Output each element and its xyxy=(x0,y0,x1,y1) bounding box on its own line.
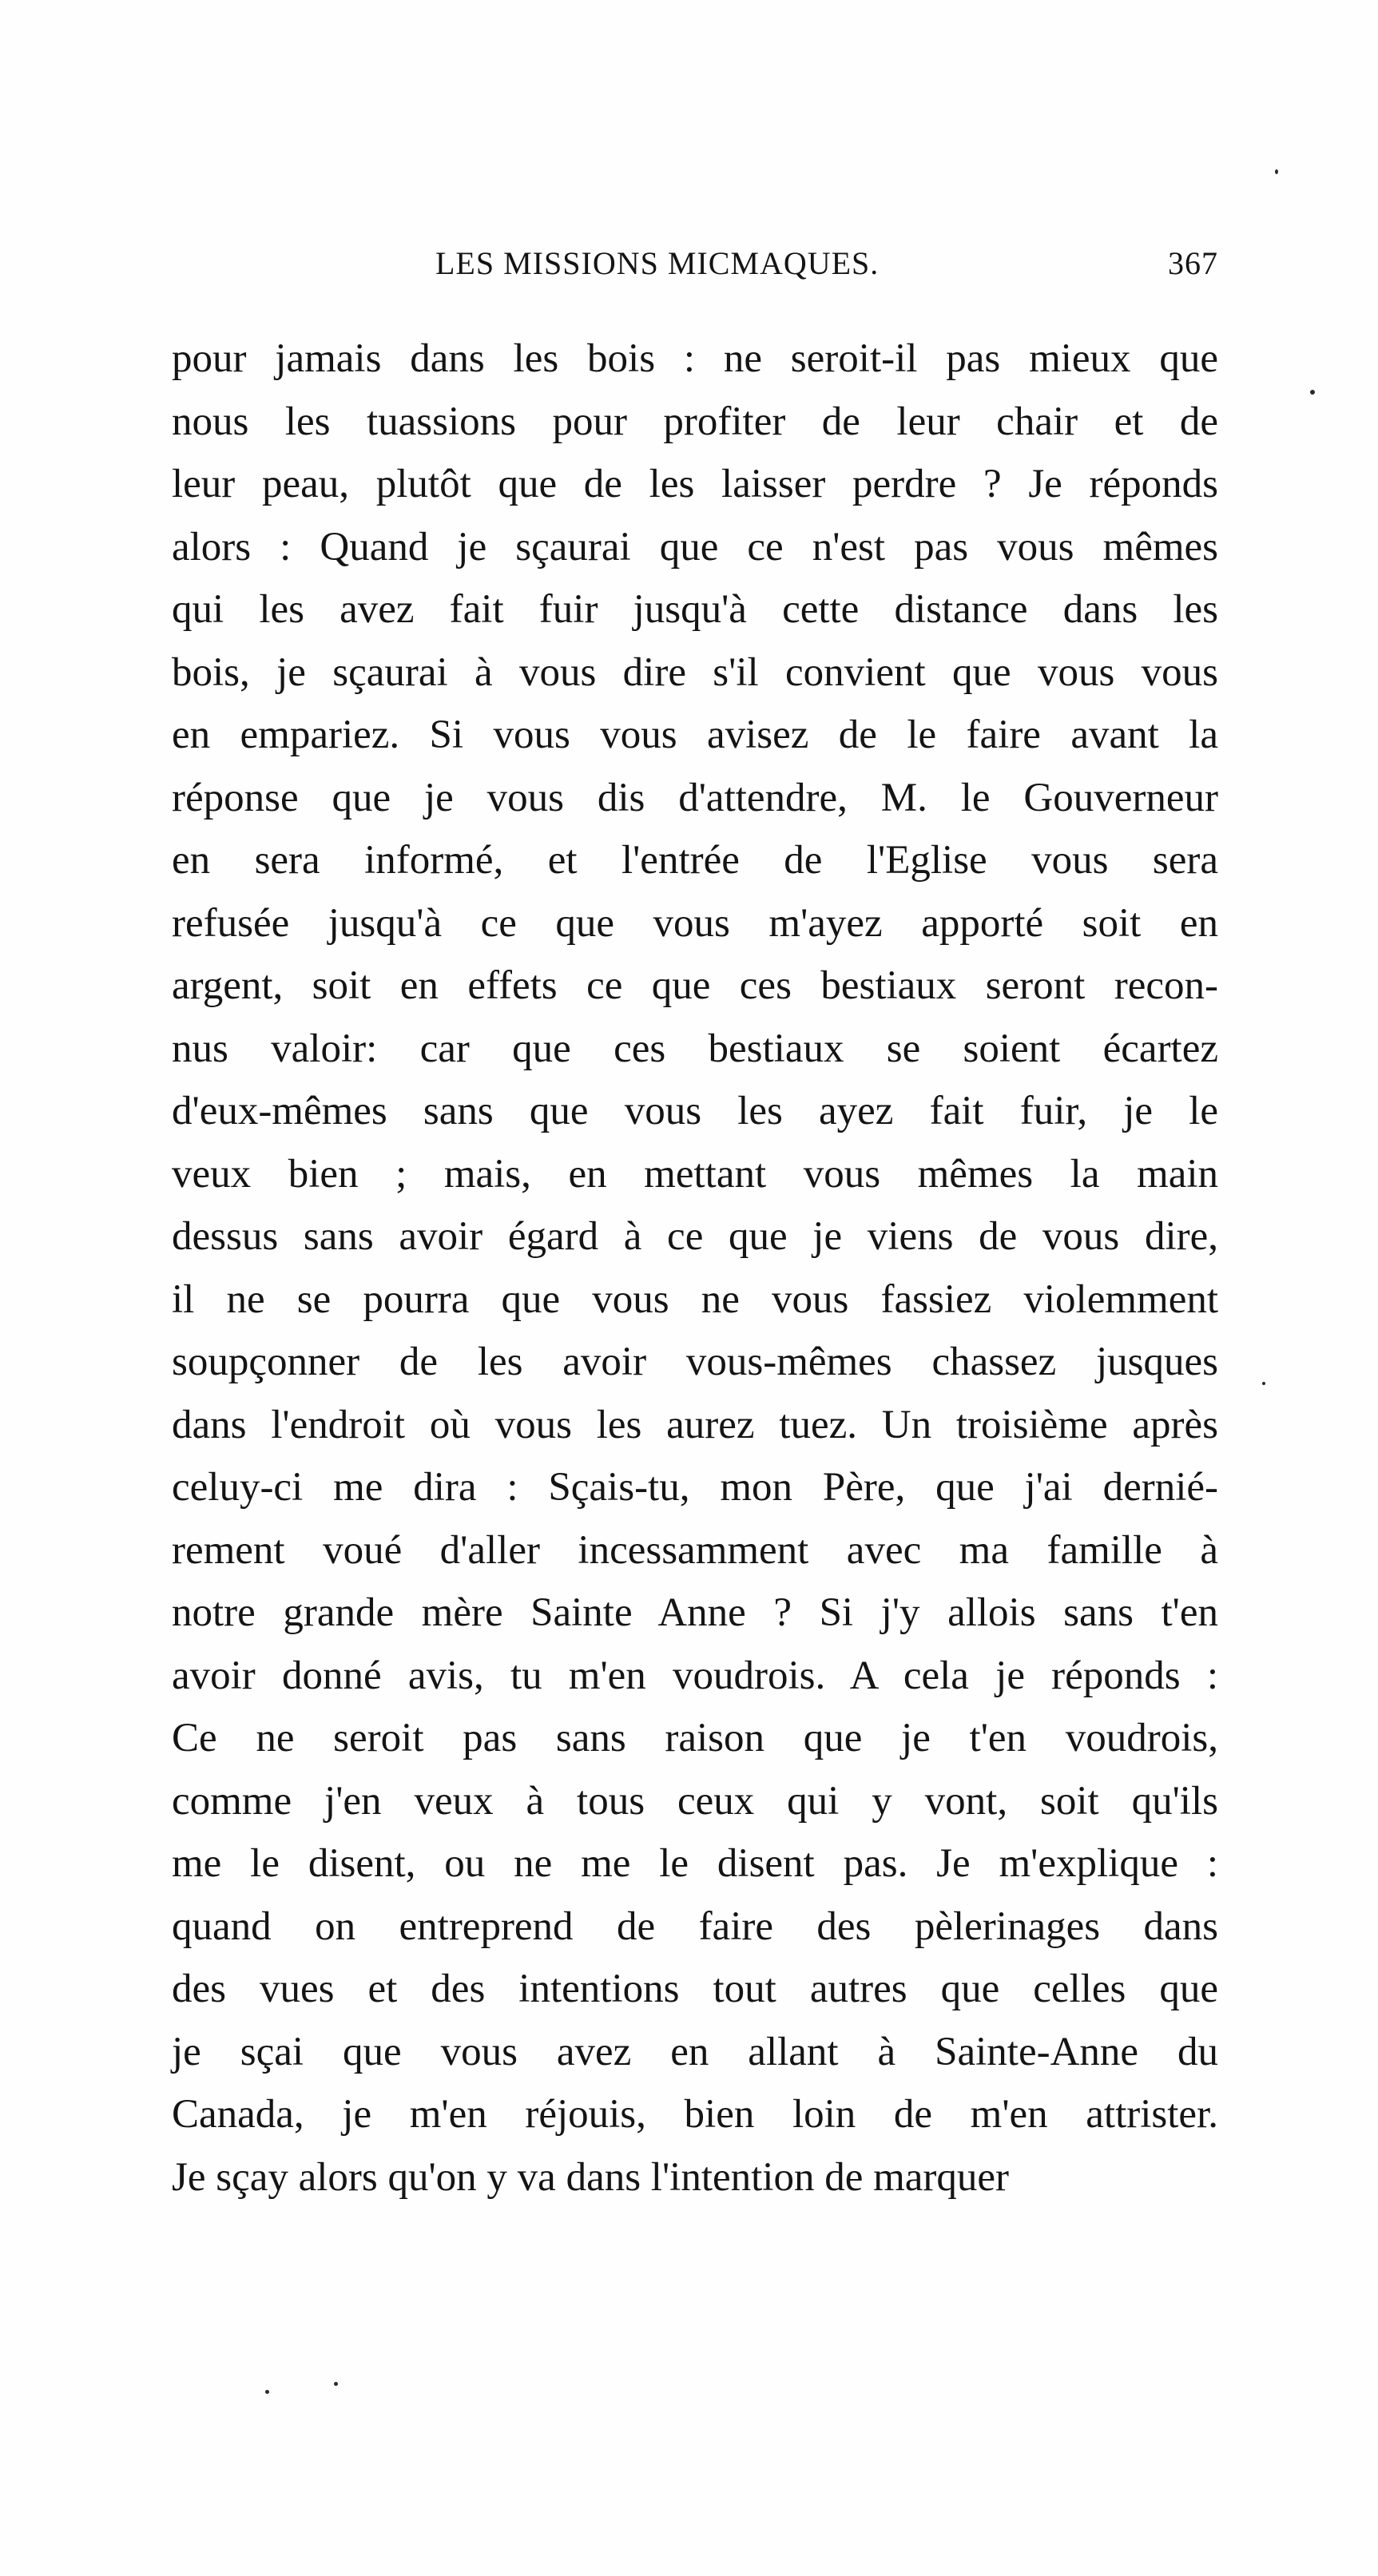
text-line: je sçai que vous avez en allant à Sainte-Anne du xyxy=(172,2029,1218,2074)
text-line: qui les avez fait fuir jusqu'à cette distance dans les xyxy=(172,587,1218,632)
text-line: avoir donné avis, tu m'en voudrois. A cela je réponds : xyxy=(172,1653,1218,1698)
scan-speck xyxy=(265,2390,269,2394)
page-number: 367 xyxy=(1168,245,1218,281)
text-line: argent, soit en effets ce que ces bestiaux seront recon- xyxy=(172,963,1218,1008)
body-text xyxy=(172,327,1218,2209)
text-line: en sera informé, et l'entrée de l'Eglise vous sera xyxy=(172,838,1218,883)
text-line: dans l'endroit où vous les aurez tuez. Un troisième après xyxy=(172,1402,1218,1447)
text-line: Ce ne seroit pas sans raison que je t'en voudrois, xyxy=(172,1716,1218,1760)
text-line: d'eux-mêmes sans que vous les ayez fait fuir, je le xyxy=(172,1089,1218,1133)
text-line: refusée jusqu'à ce que vous m'ayez apporté soit en xyxy=(172,900,1218,946)
text-line: rement voué d'aller incessamment avec ma famille à xyxy=(172,1527,1218,1573)
text-line: alors : Quand je sçaurai que ce n'est pas vous mêmes xyxy=(172,524,1218,570)
running-title: LES MISSIONS MICMAQUES. xyxy=(435,245,880,281)
text-line: celuy-ci me dira : Sçais-tu, mon Père, que j'ai dernié- xyxy=(172,1465,1218,1510)
text-line: comme j'en veux à tous ceux qui y vont, soit qu'ils xyxy=(172,1778,1218,1824)
scan-speck xyxy=(1310,390,1315,395)
scan-speck xyxy=(1262,1382,1265,1385)
text-line: bois, je sçaurai à vous dire s'il convient que vous vous xyxy=(172,649,1218,695)
text-line: en empariez. Si vous vous avisez de le faire avant la xyxy=(172,712,1218,757)
scan-speck xyxy=(334,2382,338,2386)
text-line: réponse que je vous dis d'attendre, M. le Gouverneur xyxy=(172,775,1218,820)
text-line: soupçonner de les avoir vous-mêmes chassez jusques xyxy=(172,1340,1218,1384)
text-line: me le disent, ou ne me le disent pas. Je m'explique : xyxy=(172,1841,1218,1886)
scan-speck xyxy=(1275,169,1278,174)
text-line: dessus sans avoir égard à ce que je viens de vous dire, xyxy=(172,1214,1218,1259)
text-line: Canada, je m'en réjouis, bien loin de m'en attrister. xyxy=(172,2092,1218,2137)
text-line: Je sçay alors qu'on y va dans l'intention de marquer xyxy=(172,2154,1010,2200)
text-line: notre grande mère Sainte Anne ? Si j'y allois sans t'en xyxy=(172,1590,1218,1635)
text-line: pour jamais dans les bois : ne seroit-il pas mieux que xyxy=(172,336,1218,381)
running-head xyxy=(172,240,1218,288)
text-line: nous les tuassions pour profiter de leur chair et de xyxy=(172,399,1218,444)
text-line: des vues et des intentions tout autres que celles que xyxy=(172,1967,1218,2011)
text-line: veux bien ; mais, en mettant vous mêmes la main xyxy=(172,1151,1218,1197)
text-line: il ne se pourra que vous ne vous fassiez violemment xyxy=(172,1276,1218,1322)
text-line: quand on entreprend de faire des pèlerinages dans xyxy=(172,1903,1218,1949)
text-line: nus valoir: car que ces bestiaux se soient écartez xyxy=(172,1026,1218,1071)
text-line: leur peau, plutôt que de les laisser perdre ? Je réponds xyxy=(172,462,1218,506)
